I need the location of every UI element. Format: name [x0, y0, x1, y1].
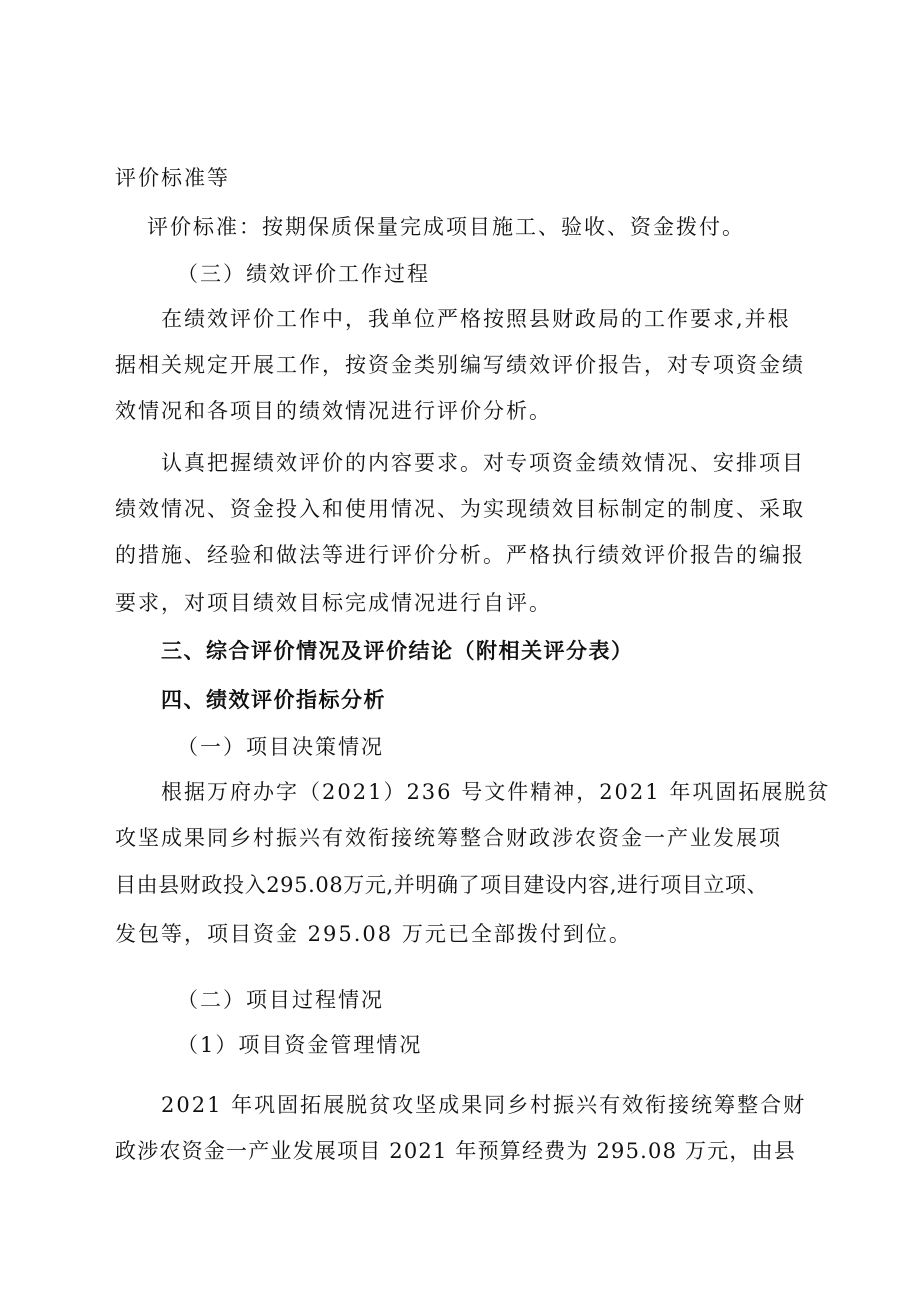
- subsection-heading: （二）项目过程情况: [177, 988, 384, 1012]
- paragraph-line: 的措施、经验和做法等进行评价分析。严格执行绩效评价报告的编报: [115, 543, 805, 567]
- section-heading: 三、综合评价情况及评价结论（附相关评分表）: [161, 639, 634, 663]
- paragraph-line: 要求，对项目绩效目标完成情况进行自评。: [115, 591, 552, 615]
- paragraph-line: 目由县财政投入295.08万元,并明确了项目建设内容,进行项目立项、: [115, 873, 769, 897]
- paragraph-line: 政涉农资金一产业发展项目 2021 年预算经费为 295.08 万元，由县: [115, 1139, 797, 1163]
- paragraph-line: 根据万府办字（2021）236 号文件精神，2021 年巩固拓展脱贫: [161, 780, 831, 804]
- paragraph-line: 据相关规定开展工作，按资金类别编写绩效评价报告，对专项资金绩: [115, 353, 805, 377]
- paragraph-line: 绩效情况、资金投入和使用情况、为实现绩效目标制定的制度、采取: [115, 497, 805, 521]
- paragraph-line: 在绩效评价工作中，我单位严格按照县财政局的工作要求,并根: [161, 307, 791, 331]
- paragraph-line: 2021 年巩固拓展脱贫攻坚成果同乡村振兴有效衔接统筹整合财: [161, 1093, 807, 1117]
- paragraph-line: 评价标准等: [115, 166, 230, 190]
- paragraph-line: 评价标准：按期保质保量完成项目施工、验收、资金拨付。: [147, 215, 745, 239]
- section-heading: 四、绩效评价指标分析: [161, 688, 386, 712]
- subsection-heading: （一）项目决策情况: [177, 735, 384, 759]
- paragraph-line: 攻坚成果同乡村振兴有效衔接统筹整合财政涉农资金一产业发展项: [115, 826, 782, 850]
- subsection-heading: （1）项目资金管理情况: [177, 1033, 423, 1057]
- paragraph-line: 认真把握绩效评价的内容要求。对专项资金绩效情况、安排项目: [161, 451, 805, 475]
- subsection-heading: （三）绩效评价工作过程: [177, 262, 430, 286]
- paragraph-line: 发包等，项目资金 295.08 万元已全部拨付到位。: [115, 922, 632, 946]
- paragraph-line: 效情况和各项目的绩效情况进行评价分析。: [115, 399, 552, 423]
